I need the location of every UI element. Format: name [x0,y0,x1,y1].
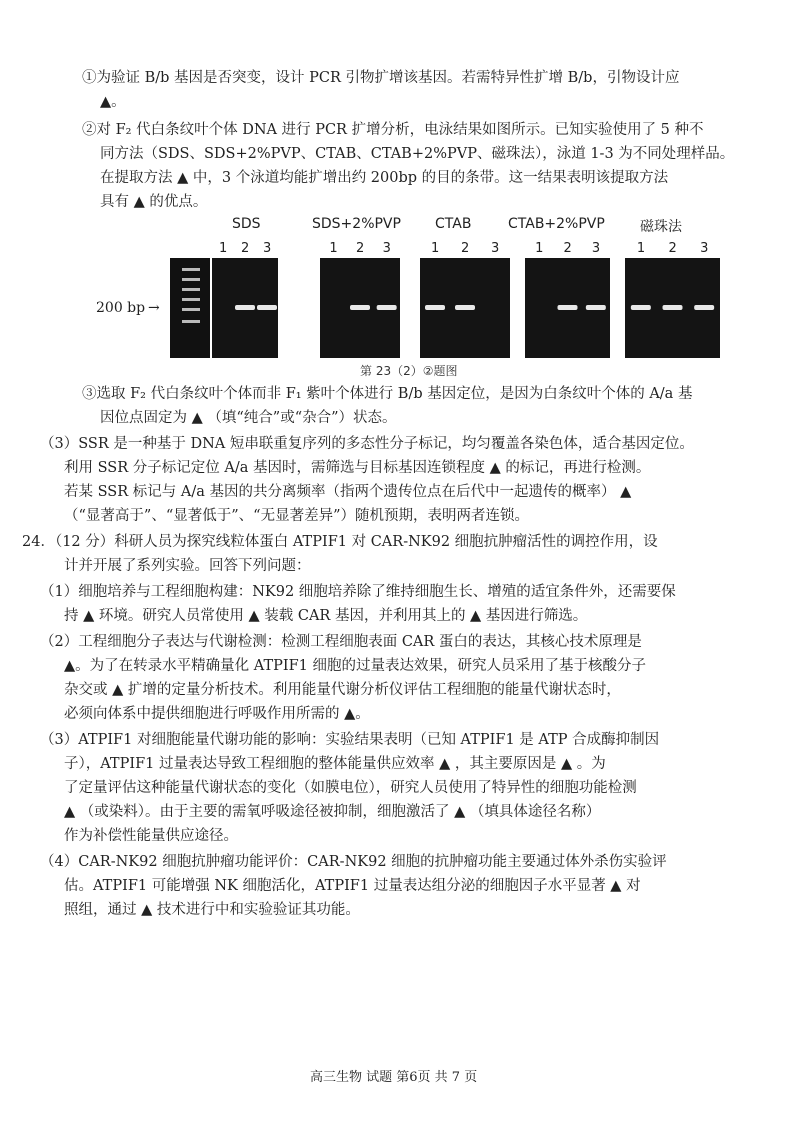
page-footer: 高三生物 试题 第6页 共 7 页 [310,1070,478,1085]
text-line-l24: ▲ （或染料）。由于主要的需氧呼吸途径被抑制，细胞激活了 ▲ （填具体途径名称） [64,804,601,820]
band-2-0 [425,305,445,310]
ladder-band-1 [182,278,200,281]
ladder-band-2 [182,288,200,291]
method-label-magnetic: 磁珠法 [640,219,682,235]
band-0-1 [235,305,255,310]
text-line-l21: （3）ATPIF1 对细胞能量代谢功能的影响：实验结果表明（已知 ATPIF1 是 ATP 合成酶抑制因 [40,732,660,748]
lane-number-1-1: 2 [356,241,365,256]
text-line-l1: ①为验证 B/b 基因是否突变，设计 PCR 引物扩增该基因。若需特异性扩增 B/b，引物设计应 [82,70,680,86]
ladder-band-3 [182,298,200,301]
band-3-1 [558,305,578,310]
text-line-l8: 因位点固定为 ▲ （填“纯合”或“杂合”）状态。 [100,410,397,426]
lane-number-2-2: 3 [491,241,500,256]
marker-arrow-icon: → [148,300,160,316]
method-label-ctab-pvp: CTAB+2%PVP [508,216,605,232]
text-line-l5: 在提取方法 ▲ 中，3 个泳道均能扩增出约 200bp 的目的条带。这一结果表明该提取方法 [100,170,669,186]
method-label-sds-pvp: SDS+2%PVP [312,216,401,232]
ladder-band-0 [182,268,200,271]
text-line-l4: 同方法（SDS、SDS+2%PVP、CTAB、CTAB+2%PVP、磁珠法），泳道 1-3 为不同处理样品。 [100,146,735,162]
method-label-ctab: CTAB [435,216,472,232]
text-line-l6: 具有 ▲ 的优点。 [100,194,208,210]
band-2-1 [455,305,475,310]
band-3-2 [586,305,606,310]
lane-number-0-2: 3 [263,241,272,256]
text-line-l27: 估。ATPIF1 可能增强 NK 细胞活化，ATPIF1 过量表达组分泌的细胞因子水平显著 ▲ 对 [64,878,641,894]
text-line-l22: 子），ATPIF1 过量表达导致工程细胞的整体能量供应效率 ▲ ，其主要原因是 ▲ 。为 [64,756,606,772]
text-line-l11: 若某 SSR 标记与 A/a 基因的共分离频率（指两个遗传位点在后代中一起遗传的概率） ▲ [64,484,632,500]
ladder-band-5 [182,320,200,323]
lane-number-4-1: 2 [668,241,677,256]
lane-number-3-2: 3 [591,241,601,256]
text-line-l14: 计并开展了系列实验。回答下列问题： [64,558,311,574]
lane-number-0-0: 1 [219,241,228,256]
band-1-1 [350,305,370,310]
lane-number-2-0: 1 [431,241,440,256]
text-line-l3: ②对 F₂ 代白条纹叶个体 DNA 进行 PCR 扩增分析，电泳结果如图所示。已知实验使用了 5 种不 [82,122,704,138]
text-line-l12: （“显著高于”、“显著低于”、“无显著差异”）随机预期，表明两者连锁。 [64,508,529,524]
text-line-l23: 了定量评估这种能量代谢状态的变化（如膜电位），研究人员使用了特异性的细胞功能检测 [64,780,637,796]
text-line-l28: 照组，通过 ▲ 技术进行中和实验验证其功能。 [64,902,360,918]
text-line-l15: （1）细胞培养与工程细胞构建：NK92 细胞培养除了维持细胞生长、增殖的适宜条件外，还需要保 [40,584,676,600]
band-1-2 [377,305,397,310]
text-line-l17: （2）工程细胞分子表达与代谢检测：检测工程细胞表面 CAR 蛋白的表达，其核心技术原理是 [40,634,642,650]
ladder-band-4 [182,308,200,311]
marker-label: 200 bp [96,300,146,316]
text-line-l2: ▲。 [100,94,126,110]
lane-number-3-0: 1 [535,241,544,256]
lane-number-1-2: 3 [382,241,391,256]
band-4-0 [631,305,651,310]
gel-electrophoresis-image [170,258,720,358]
lane-number-4-0: 1 [636,241,646,256]
lane-number-0-1: 2 [241,241,250,256]
lane-number-1-0: 1 [329,241,338,256]
text-line-l18: ▲。为了在转录水平精确量化 ATPIF1 细胞的过量表达效果，研究人员采用了基于核酸分子 [64,658,646,674]
text-line-l19: 杂交或 ▲ 扩增的定量分析技术。利用能量代谢分析仪评估工程细胞的能量代谢状态时， [64,682,621,698]
text-line-l16: 持 ▲ 环境。研究人员常使用 ▲ 装载 CAR 基因，并利用其上的 ▲ 基因进行筛选。 [64,608,588,624]
text-line-l25: 作为补偿性能量供应途径。 [64,828,238,844]
method-label-sds: SDS [232,216,261,232]
band-4-1 [663,305,683,310]
band-4-2 [694,305,714,310]
lane-number-4-2: 3 [700,241,709,256]
text-line-l13: 24．（12 分）科研人员为探究线粒体蛋白 ATPIF1 对 CAR-NK92 细胞抗肿瘤活性的调控作用，设 [22,534,658,550]
text-line-l10: 利用 SSR 分子标记定位 A/a 基因时，需筛选与目标基因连锁程度 ▲ 的标记，再进行检测。 [64,460,651,476]
text-line-l26: （4）CAR-NK92 细胞抗肿瘤功能评价：CAR-NK92 细胞的抗肿瘤功能主要通过体外杀伤实验评 [40,854,667,870]
lane-number-3-1: 2 [563,241,572,256]
lane-number-2-1: 2 [461,241,470,256]
text-line-l9: （3）SSR 是一种基于 DNA 短串联重复序列的多态性分子标记，均匀覆盖各染色体，适合基因定位。 [40,436,694,452]
text-line-l7: ③选取 F₂ 代白条纹叶个体而非 F₁ 紫叶个体进行 B/b 基因定位，是因为白条纹叶个体的 A/a 基 [82,386,693,402]
band-0-2 [257,305,277,310]
text-line-l20: 必须向体系中提供细胞进行呼吸作用所需的 ▲。 [64,706,370,722]
figure-caption: 第 23（2）②题图 [360,364,458,378]
